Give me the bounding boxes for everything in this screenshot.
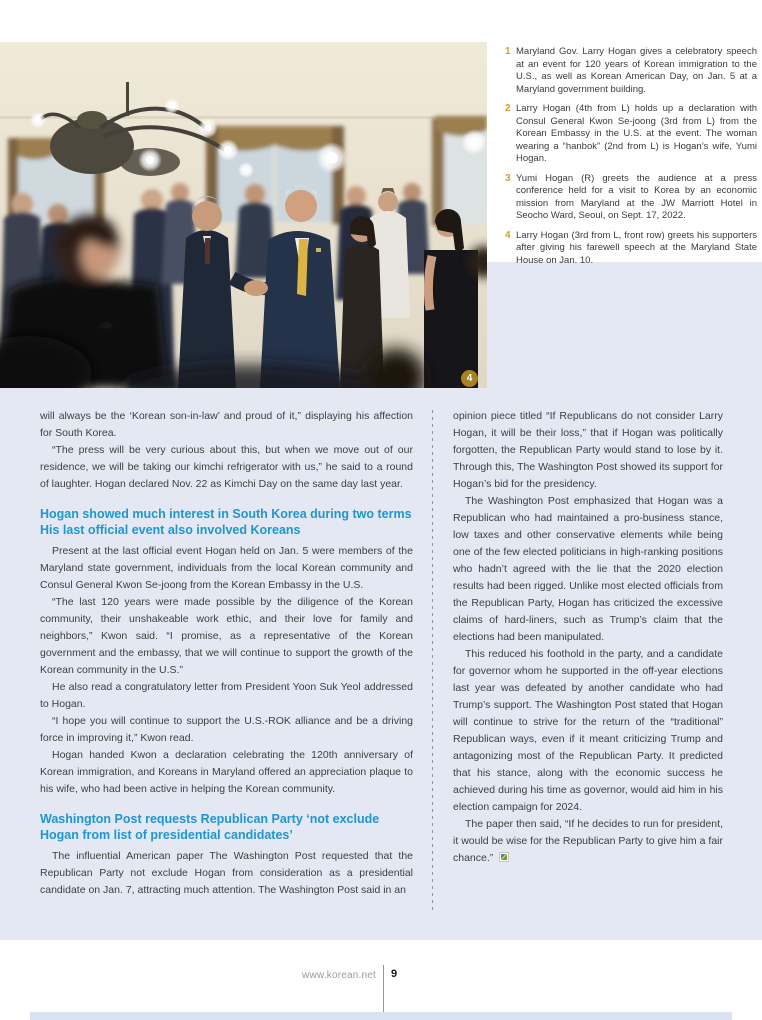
event-photo xyxy=(0,42,487,388)
caption-text: Larry Hogan (4th from L) holds up a declaration with Consul General Kwon Se-joong (3rd from L) from the Korean Embassy in the U.S. at the event. The woman wearing a “hanbok” (2nd from L) is Hogan’s wife, Yumi Hogan. xyxy=(516,103,757,164)
paragraph xyxy=(453,816,723,867)
paragraph: Present at the last official event Hogan held on Jan. 5 were members of the Maryland state government, individuals from the local Korean community and Consul General Kwon Se-joong from the Korean Embassy in the U.S. xyxy=(40,545,413,591)
end-mark-icon xyxy=(499,852,509,862)
footer-website: www.korean.net xyxy=(302,970,376,981)
paragraph: opinion piece titled “If Republicans do not consider Larry Hogan, it will be their loss,” that if Hogan was politically forgotten, the Republican Party would stand to lose by it. Through this, The Washington Post showed its support for Hogan’s bid for the presidency. xyxy=(453,410,723,490)
heading-line: Hogan showed much interest in South Korea during two terms xyxy=(40,507,412,521)
paragraph: Hogan handed Kwon a declaration celebrating the 120th anniversary of Korean immigration, and Koreans in Maryland offered an appreciation plaque to his wife, who had been active in helping the Korean community. xyxy=(40,749,413,795)
paragraph: The influential American paper The Washington Post requested that the Republican Party not exclude Hogan from consideration as a presidential candidate on Jan. 7, attracting much attention. The Washington Post said in an xyxy=(40,850,413,896)
photo-number-badge: 4 xyxy=(461,370,478,387)
section-heading xyxy=(40,506,413,538)
caption-text: Larry Hogan (3rd from L, front row) greets his supporters after giving his farewell speech at the Maryland State House on Jan. 10. xyxy=(516,229,757,266)
paragraph: “The last 120 years were made possible by the diligence of the Korean community, their unshakeable work ethic, and their love for family and neighbors,” Kwon said. “I promise, as a representative of the Korean government and the embassy, that we will continue to support the growth of the Korean community in the U.S.” xyxy=(40,596,413,676)
photo-captions xyxy=(505,46,757,274)
paragraph: He also read a congratulatory letter from President Yoon Suk Yeol addressed to Hogan. xyxy=(40,681,413,710)
caption-item xyxy=(505,230,757,268)
heading-line: His last official event also involved Koreans xyxy=(40,523,301,537)
paragraph: This reduced his foothold in the party, and a candidate for governor whom he supported in the off-year elections last year was defeated by another candidate who had Trump’s support. The Washington Post stated that Hogan will continue to strive for the return of the “traditional” Republican ways, even if it meant criticizing Trump and antagonizing most of the Republican Party. It predicted that his stance, along with the economic success he achieved during his time as governor, would aid him in his election campaign for 2024. xyxy=(453,648,723,813)
footer-divider xyxy=(383,965,384,1013)
caption-number: 3 xyxy=(505,172,511,184)
article-column-right xyxy=(453,408,723,867)
event-photo-illustration xyxy=(0,42,487,388)
caption-number: 2 xyxy=(505,103,511,114)
caption-text: Maryland Gov. Larry Hogan gives a celebratory speech at an event for 120 years of Korean immigration to the U.S., as well as Korean American Day, on Jan. 5 at a Maryland government building. xyxy=(516,46,757,95)
paragraph-text: The paper then said, “If he decides to run for president, it would be wise for the Republican Party to give him a fair chance.” xyxy=(453,818,723,864)
caption-number: 4 xyxy=(505,229,511,241)
column-divider xyxy=(432,410,433,910)
paragraph: “I hope you will continue to support the U.S.-ROK alliance and be a driving force in improving it,” Kwon read. xyxy=(40,715,413,744)
page-number: 9 xyxy=(391,968,398,980)
caption-item xyxy=(505,46,757,96)
section-heading: Washington Post requests Republican Party ‘not exclude Hogan from list of presidential candidates’ xyxy=(40,812,380,842)
article-column-left xyxy=(40,408,413,899)
caption-number: 1 xyxy=(505,46,511,57)
caption-item xyxy=(505,103,757,166)
caption-text: Yumi Hogan (R) greets the audience at a press conference held for a visit to Korea by an economic mission from Maryland at the JW Marriott Hotel in Seocho Ward, Seoul, on Sept. 17, 2022. xyxy=(516,172,757,221)
paragraph: The Washington Post emphasized that Hogan was a Republican who had maintained a pro-business stance, low taxes and other conservative elements while being one of the few elected politicians in high-ranking positions who hadn’t agreed with the lie that the 2020 election results had been rigged. Unlike most elected officials from the Republican Party, Hogan has criticized the excessive claims of hard-liners, such as Trump’s claim that the elections had been manipulated. xyxy=(453,495,723,643)
caption-item xyxy=(505,173,757,223)
bottom-accent-strip xyxy=(30,1012,732,1020)
paragraph: will always be the ‘Korean son-in-law’ and proud of it,” displaying his affection for South Korea. xyxy=(40,410,413,439)
paragraph: “The press will be very curious about this, but when we move out of our residence, we will be taking our kimchi refrigerator with us,” he said to a round of laughter. Hogan declared Nov. 22 as Kimchi Day on the same day last year. xyxy=(40,444,413,490)
